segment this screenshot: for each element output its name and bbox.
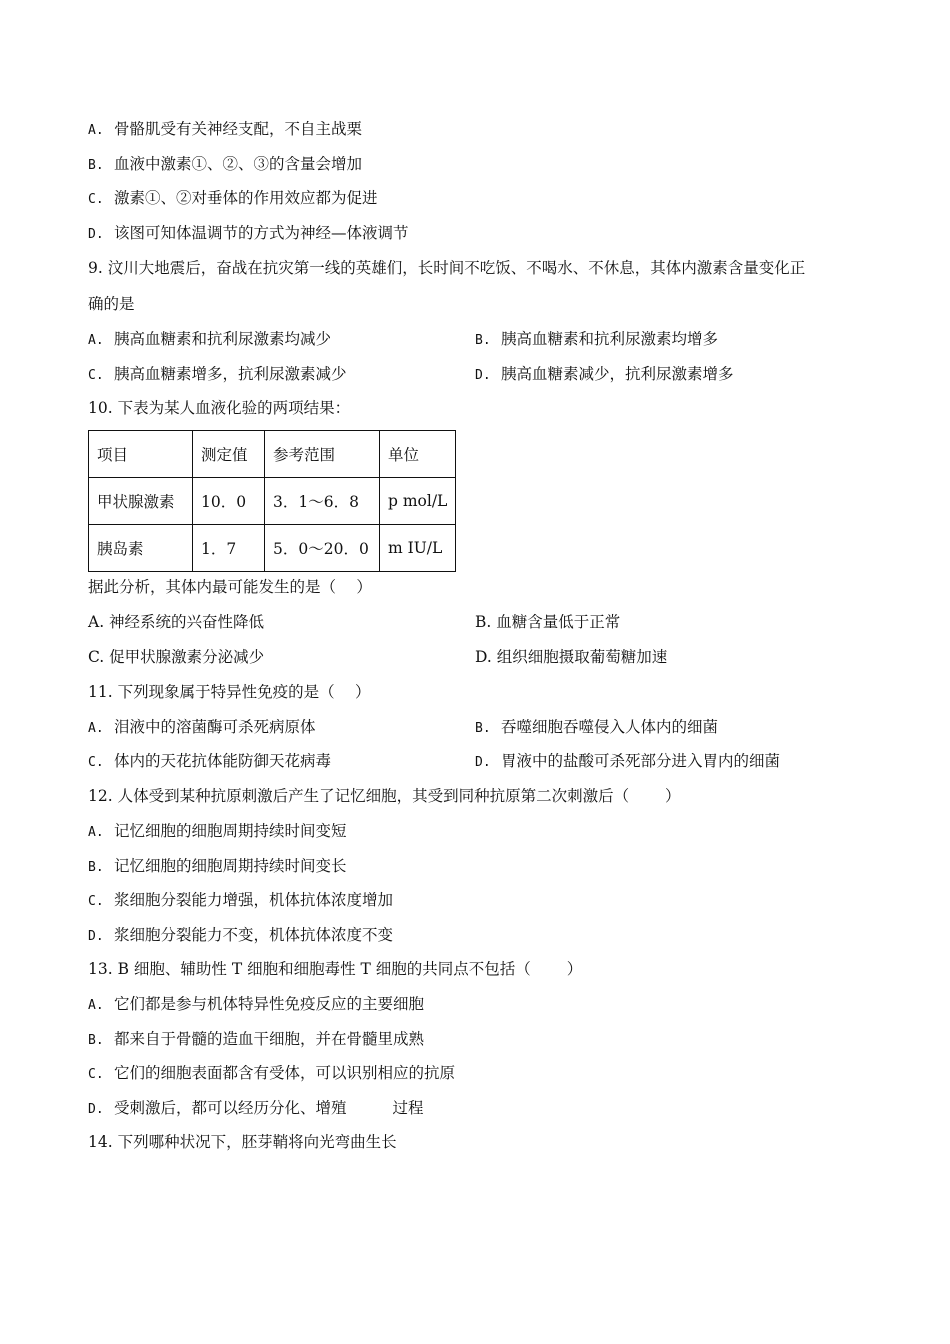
table-cell: 1．7 [193,525,265,572]
option-text: 吞噬细胞吞噬侵入人体内的细菌 [501,718,719,736]
table-header-cell: 项目 [89,431,193,478]
q10-option-c: C. 促甲状腺激素分泌减少 [88,648,265,666]
option-letter: C. [88,1067,104,1082]
q11-stem: 11. 下列现象属于特异性免疫的是（ ） [88,683,371,701]
option-letter: B. [88,158,104,173]
option-text: 骨骼肌受有关神经支配，不自主战栗 [114,120,363,138]
table-cell: 10．0 [193,478,265,525]
option-letter: B. [475,721,491,736]
option-text: 它们的细胞表面都含有受体，可以识别相应的抗原 [114,1064,456,1082]
option-text: 浆细胞分裂能力增强，机体抗体浓度增加 [114,891,394,909]
option-letter: A. [88,825,104,840]
table-header-cell: 单位 [380,431,456,478]
option-letter: C. [88,755,104,770]
table-header-cell: 参考范围 [265,431,380,478]
table-cell: 3．1～6．8 [265,478,380,525]
q8-option-d [88,223,409,245]
option-text: 受刺激后，都可以经历分化、增殖 [114,1099,347,1117]
option-text: 泪液中的溶菌酶可杀死病原体 [114,718,316,736]
option-letter: A. [88,123,104,138]
option-letter: D. [88,227,104,242]
q8-option-b [88,154,362,176]
q9-option-c [88,364,347,386]
table-cell: p mol/L [380,478,456,525]
q9-option-b [475,329,718,351]
q11-option-a [88,717,316,739]
q10-option-d: D. 组织细胞摄取葡萄糖加速 [475,648,668,666]
option-text: 浆细胞分裂能力不变，机体抗体浓度不变 [114,926,394,944]
q13-option-a [88,994,424,1016]
q12-stem: 12. 人体受到某种抗原刺激后产生了记忆细胞，其受到同种抗原第二次刺激后（ ） [88,787,681,805]
table-cell: 5．0～20．0 [265,525,380,572]
option-text: 都来自于骨髓的造血干细胞，并在骨髓里成熟 [114,1030,425,1048]
q13-stem: 13. B 细胞、辅助性 T 细胞和细胞毒性 T 细胞的共同点不包括（ ） [88,960,583,978]
option-text: 胃液中的盐酸可杀死部分进入胃内的细菌 [501,752,781,770]
option-letter: D. [88,929,104,944]
option-letter: B. [88,1033,104,1048]
q13-option-b [88,1029,424,1051]
q13-option-d [88,1098,424,1120]
table-cell: 甲状腺激素 [89,478,193,525]
q9-stem-line1: 9. 汶川大地震后，奋战在抗灾第一线的英雄们，长时间不吃饭、不喝水、不休息，其体内激素含量变化正 [88,259,806,277]
q11-option-d [475,751,780,773]
q11-option-c [88,751,331,773]
q12-option-c [88,890,393,912]
option-text: 胰高血糖素增多，抗利尿激素减少 [114,365,347,383]
option-text: 记忆细胞的细胞周期持续时间变长 [114,857,347,875]
option-letter: A. [88,721,104,736]
option-text: 激素①、②对垂体的作用效应都为促进 [114,189,378,207]
q9-option-d [475,364,734,386]
table-cell: m IU/L [380,525,456,572]
option-letter: C. [88,368,104,383]
q13-option-c [88,1063,455,1085]
option-text-tail: 过程 [392,1099,424,1117]
q10-option-b: B. 血糖含量低于正常 [475,613,621,631]
table-row [89,478,456,525]
option-letter: D. [475,755,491,770]
table-header-row [89,431,456,478]
option-text: 体内的天花抗体能防御天花病毒 [114,752,332,770]
q8-option-c [88,188,378,210]
option-text: 胰高血糖素和抗利尿激素均减少 [114,330,332,348]
option-text: 血液中激素①、②、③的含量会增加 [114,155,363,173]
q9-stem-line2: 确的是 [88,295,135,313]
option-letter: C. [88,192,104,207]
table-row [89,525,456,572]
option-letter: D. [88,1102,104,1117]
q10-stem: 10. 下表为某人血液化验的两项结果： [88,399,351,417]
q10-after-table: 据此分析，其体内最可能发生的是（ ） [88,578,372,596]
q8-option-a [88,119,362,141]
q11-option-b [475,717,718,739]
option-text: 该图可知体温调节的方式为神经—体液调节 [114,224,409,242]
table-header-cell: 测定值 [193,431,265,478]
option-text: 胰高血糖素减少，抗利尿激素增多 [501,365,734,383]
option-text: 记忆细胞的细胞周期持续时间变短 [114,822,347,840]
blood-test-table [88,430,456,572]
q14-stem: 14. 下列哪种状况下，胚芽鞘将向光弯曲生长 [88,1133,397,1151]
q12-option-d [88,925,393,947]
q12-option-a [88,821,347,843]
option-letter: C. [88,894,104,909]
q10-option-a: A. 神经系统的兴奋性降低 [88,613,265,631]
option-letter: B. [475,333,491,348]
option-letter: A. [88,333,104,348]
option-text: 它们都是参与机体特异性免疫反应的主要细胞 [114,995,425,1013]
option-letter: B. [88,860,104,875]
q9-option-a [88,329,331,351]
option-text: 胰高血糖素和抗利尿激素均增多 [501,330,719,348]
table-cell: 胰岛素 [89,525,193,572]
option-letter: A. [88,998,104,1013]
q12-option-b [88,856,347,878]
option-letter: D. [475,368,491,383]
